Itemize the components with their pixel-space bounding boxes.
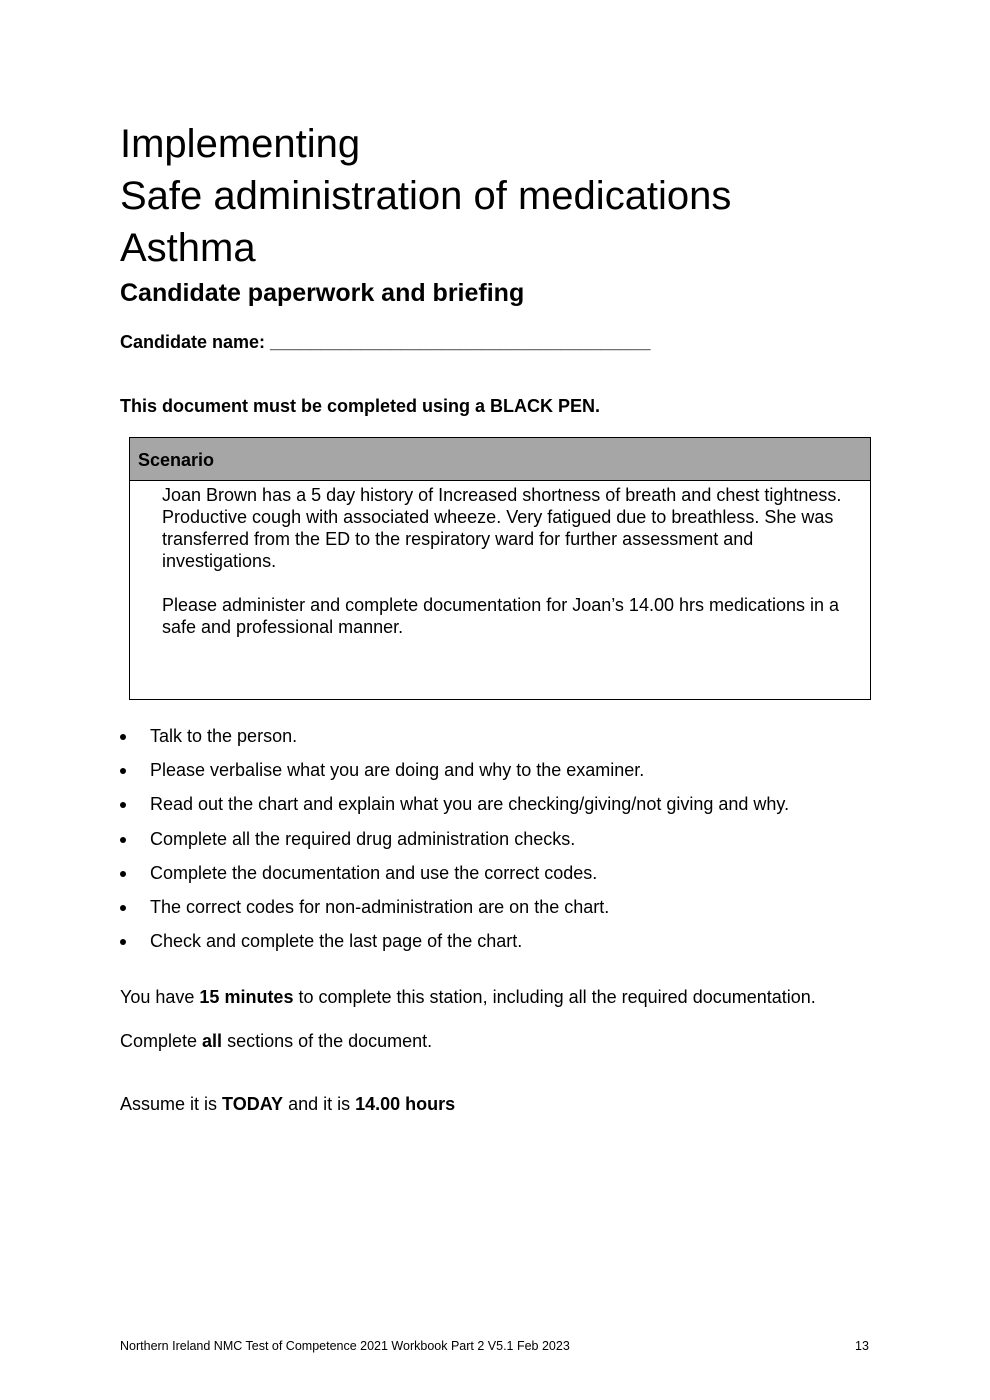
bullet-icon <box>120 871 126 877</box>
complete-all-note: Complete all sections of the document. <box>120 1031 433 1051</box>
title-line-1: Implementing <box>120 122 361 166</box>
bullet-icon <box>120 905 126 911</box>
title-line-3: Asthma <box>120 226 256 270</box>
bullet-icon <box>120 734 126 740</box>
scenario-box <box>129 437 871 700</box>
page-title <box>120 118 731 274</box>
scenario-body <box>130 481 870 638</box>
list-item: Talk to the person. <box>120 725 789 759</box>
scenario-paragraph: Please administer and complete documentation for Joan’s 14.00 hrs medications in a safe and professional manner. <box>162 595 840 637</box>
footer-document-info: Northern Ireland NMC Test of Competence 2021 Workbook Part 2 V5.1 Feb 2023 <box>120 1339 570 1353</box>
assume-time-note: Assume it is TODAY and it is 14.00 hours <box>120 1094 456 1114</box>
candidate-name-label: Candidate name: <box>120 332 266 352</box>
bullet-icon <box>120 939 126 945</box>
list-item: Read out the chart and explain what you are checking/giving/not giving and why. <box>120 793 789 827</box>
bullet-icon <box>120 802 126 808</box>
section-subtitle: Candidate paperwork and briefing <box>120 279 525 307</box>
scenario-paragraph: Joan Brown has a 5 day history of Increased shortness of breath and chest tightness. Productive cough with associated wheeze. Very fatigued due to breathless. She was transferred from the ED to the respiratory ward for further assessment and investigations. <box>162 485 842 571</box>
title-line-2: Safe administration of medications <box>120 174 732 218</box>
time-limit-note: You have 15 minutes to complete this station, including all the required documentation. <box>120 987 816 1007</box>
bullet-icon <box>120 768 126 774</box>
instruction-list <box>120 725 789 964</box>
candidate-name-field[interactable] <box>120 332 650 353</box>
black-pen-instruction: This document must be completed using a BLACK PEN. <box>120 396 601 416</box>
list-item: Complete the documentation and use the correct codes. <box>120 862 789 896</box>
page-number: 13 <box>855 1339 869 1353</box>
scenario-header: Scenario <box>130 438 870 481</box>
candidate-name-blank[interactable]: ______________________________________ <box>270 332 651 352</box>
list-item: Please verbalise what you are doing and why to the examiner. <box>120 759 789 793</box>
list-item: Check and complete the last page of the chart. <box>120 930 789 964</box>
list-item: Complete all the required drug administration checks. <box>120 828 789 862</box>
bullet-icon <box>120 837 126 843</box>
list-item: The correct codes for non-administration are on the chart. <box>120 896 789 930</box>
